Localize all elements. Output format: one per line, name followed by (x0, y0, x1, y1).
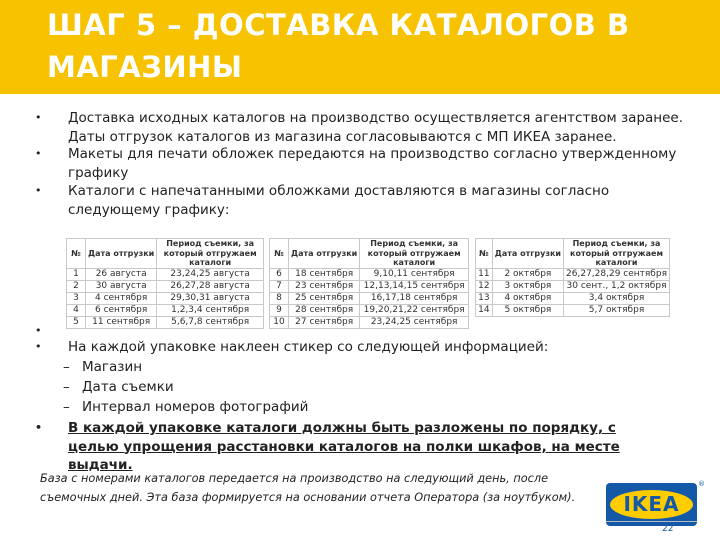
schedule-table-2 (269, 238, 469, 329)
table-row (476, 280, 670, 292)
table-header-row (67, 239, 264, 269)
cell-number: 13 (476, 292, 493, 304)
col-date: Дата отгрузки (289, 239, 360, 269)
bullet-delivery: • Доставка исходных каталогов на производство осуществляется агентством заранее. Даты отгрузок каталогов из магазина согласовываются с МП ИКЕА заранее. (35, 110, 684, 145)
cell-date: 2 октября (492, 268, 563, 280)
page-number: 22 (662, 524, 674, 534)
cell-number: 11 (476, 268, 493, 280)
cell-date: 28 сентября (289, 304, 360, 316)
table-row (270, 280, 469, 292)
col-number: № (476, 239, 493, 269)
cell-period: 12,13,14,15 сентября (360, 280, 469, 292)
bullet-delivery-text: Доставка исходных каталогов на производство осуществляется агентством заранее. Даты отгрузок каталогов из магазина согласовываются с МП ИКЕА заранее. (68, 110, 684, 145)
bullet-catalogs: • Каталоги с напечатанными обложками доставляются в магазины согласно следующему графику: (35, 183, 610, 218)
sub-item-label: Дата съемки (82, 379, 174, 395)
table-header-row (270, 239, 469, 269)
cell-number: 5 (67, 316, 86, 328)
bullet-empty: • (35, 324, 42, 337)
table-row (270, 268, 469, 280)
cell-period: 1,2,3,4 сентября (157, 304, 264, 316)
table-row (270, 316, 469, 328)
bullet-sticker-text: На каждой упаковке наклеен стикер со следующей информацией: (68, 339, 549, 355)
table-row (67, 316, 264, 328)
slide-title: ШАГ 5 – ДОСТАВКА КАТАЛОГОВ В МАГАЗИНЫ (47, 8, 630, 84)
cell-period: 26,27,28,29 сентября (564, 268, 670, 280)
cell-period: 3,4 октября (564, 292, 670, 304)
bullet-order-text: В каждой упаковке каталоги должны быть разложены по порядку, с целью упрощения расстановки каталогов на полки шкафов, на месте выдачи. (68, 420, 620, 473)
footnote-line-1: База с номерами каталогов передается на производство на следующий день, после (40, 472, 549, 485)
cell-date: 18 сентября (289, 268, 360, 280)
sub-item-date: – Дата съемки (63, 379, 174, 395)
table-row (476, 268, 670, 280)
cell-number: 12 (476, 280, 493, 292)
logo-text: IKEA (623, 492, 680, 516)
cell-number: 3 (67, 292, 86, 304)
cell-period: 5,6,7,8 сентября (157, 316, 264, 328)
title-bar (0, 0, 720, 94)
table-header-row (476, 239, 670, 269)
col-date: Дата отгрузки (492, 239, 563, 269)
table-row (67, 292, 264, 304)
bullet-layouts-text: Макеты для печати обложек передаются на производство согласно утвержденному графику (68, 146, 677, 181)
col-number: № (67, 239, 86, 269)
logo-registered: ® (698, 480, 705, 488)
cell-date: 11 сентября (86, 316, 157, 328)
cell-period: 5,7 октября (564, 304, 670, 316)
table-row (67, 304, 264, 316)
cell-period: 9,10,11 сентября (360, 268, 469, 280)
table-row (270, 304, 469, 316)
bullet-sticker: • На каждой упаковке наклеен стикер со следующей информацией: (35, 339, 549, 355)
table-row (270, 292, 469, 304)
cell-date: 26 августа (86, 268, 157, 280)
cell-date: 25 сентября (289, 292, 360, 304)
cell-number: 10 (270, 316, 289, 328)
table-row (476, 292, 670, 304)
cell-number: 6 (270, 268, 289, 280)
cell-period: 26,27,28 августа (157, 280, 264, 292)
cell-period: 16,17,18 сентября (360, 292, 469, 304)
cell-number: 8 (270, 292, 289, 304)
cell-period: 19,20,21,22 сентября (360, 304, 469, 316)
sub-item-range: – Интервал номеров фотографий (63, 399, 309, 415)
cell-period: 30 сент., 1,2 октября (564, 280, 670, 292)
cell-number: 4 (67, 304, 86, 316)
sub-item-label: Магазин (82, 359, 143, 375)
col-period: Период съемки, за который отгружаем каталоги (360, 239, 469, 269)
footer-divider (606, 521, 697, 522)
bullet-layouts: • Макеты для печати обложек передаются на производство согласно утвержденному графику (35, 146, 677, 181)
sub-item-store: – Магазин (63, 359, 143, 375)
col-period: Период съемки, за который отгружаем каталоги (564, 239, 670, 269)
cell-date: 23 сентября (289, 280, 360, 292)
table-row (476, 304, 670, 316)
cell-date: 4 октября (492, 292, 563, 304)
bullet-order: • В каждой упаковке каталоги должны быть разложены по порядку, с целью упрощения расстановки каталогов на полки шкафов, на месте выдачи. (35, 420, 620, 473)
schedule-table-3 (475, 238, 670, 317)
table-row (67, 280, 264, 292)
cell-period: 29,30,31 августа (157, 292, 264, 304)
cell-number: 7 (270, 280, 289, 292)
cell-number: 2 (67, 280, 86, 292)
cell-period: 23,24,25 сентября (360, 316, 469, 328)
schedule-table-1 (66, 238, 264, 329)
cell-date: 4 сентября (86, 292, 157, 304)
col-number: № (270, 239, 289, 269)
cell-date: 27 сентября (289, 316, 360, 328)
col-date: Дата отгрузки (86, 239, 157, 269)
sub-item-label: Интервал номеров фотографий (82, 399, 309, 415)
table-row (67, 268, 264, 280)
cell-number: 9 (270, 304, 289, 316)
cell-date: 30 августа (86, 280, 157, 292)
ikea-logo (606, 480, 705, 526)
col-period: Период съемки, за который отгружаем каталоги (157, 239, 264, 269)
cell-period: 23,24,25 августа (157, 268, 264, 280)
cell-number: 14 (476, 304, 493, 316)
cell-date: 3 октября (492, 280, 563, 292)
cell-number: 1 (67, 268, 86, 280)
cell-date: 5 октября (492, 304, 563, 316)
footnote-line-2: съемочных дней. Эта база формируется на основании отчета Оператора (за ноутбуком). (40, 491, 576, 504)
cell-date: 6 сентября (86, 304, 157, 316)
bullet-catalogs-text: Каталоги с напечатанными обложками доставляются в магазины согласно следующему графику: (68, 183, 610, 218)
